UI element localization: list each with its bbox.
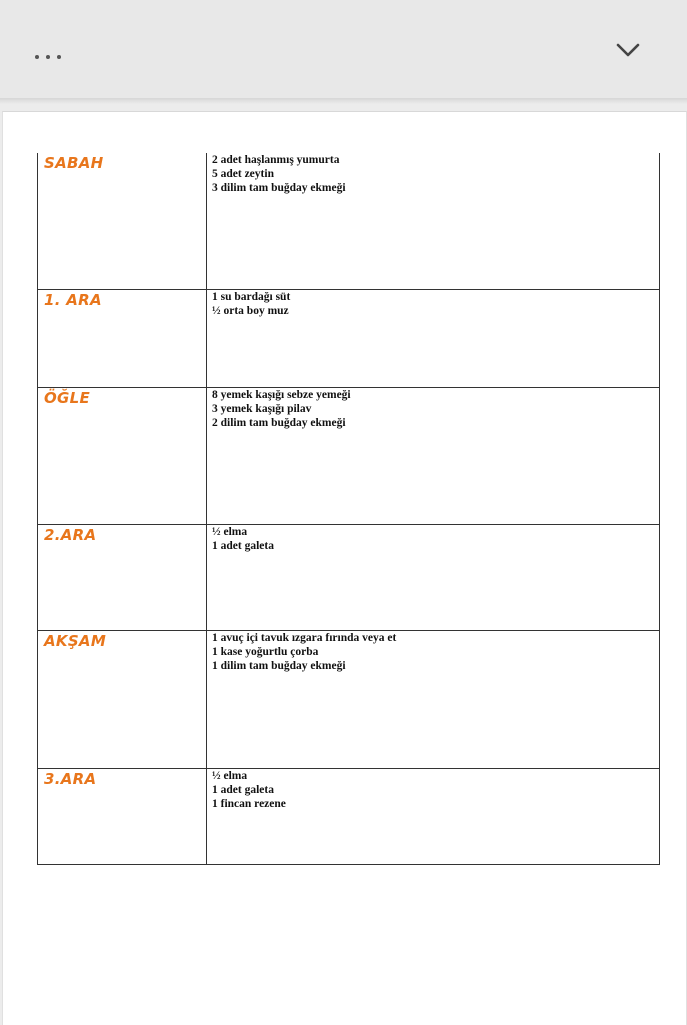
meal-label: 1. ARA — [44, 290, 102, 309]
table-row — [38, 630, 660, 768]
table-row — [38, 387, 660, 524]
items-cell — [207, 289, 660, 387]
food-item: 5 adet zeytin — [212, 168, 274, 180]
table-row — [38, 289, 660, 387]
food-item: 3 yemek kaşığı pilav — [212, 402, 312, 415]
food-item: 3 dilim tam buğday ekmeği — [212, 182, 346, 194]
food-item: ½ orta boy muz — [212, 304, 289, 317]
items-cell — [207, 630, 660, 768]
document-page[interactable] — [2, 111, 687, 1025]
toolbar-shadow — [0, 98, 687, 104]
meal-label: 3.ARA — [44, 769, 97, 788]
menu-dot — [46, 55, 50, 59]
food-item: 1 adet galeta — [212, 539, 274, 552]
meal-label: SABAH — [44, 154, 104, 172]
food-item: 1 dilim tam buğday ekmeği — [212, 659, 346, 672]
food-item: ½ elma — [212, 525, 248, 538]
meal-plan-table — [37, 153, 660, 865]
meal-label: ÖĞLE — [44, 388, 91, 407]
food-item: 2 dilim tam buğday ekmeği — [212, 416, 346, 429]
meal-cell — [38, 524, 207, 630]
table-row — [38, 153, 660, 289]
chevron-down-icon[interactable] — [612, 34, 644, 66]
document-toolbar — [0, 0, 687, 100]
food-item: ½ elma — [212, 769, 248, 782]
food-item: 1 su bardağı süt — [212, 290, 291, 303]
items-cell — [207, 768, 660, 864]
food-item: 1 fincan rezene — [212, 797, 286, 810]
meal-label: AKŞAM — [44, 631, 107, 650]
food-item: 1 kase yoğurtlu çorba — [212, 645, 319, 658]
food-item: 2 adet haşlanmış yumurta — [212, 154, 340, 166]
meal-cell — [38, 630, 207, 768]
more-options-icon[interactable] — [35, 46, 61, 68]
food-item: 1 avuç içi tavuk ızgara fırında veya et — [212, 631, 397, 644]
meal-cell — [38, 768, 207, 864]
table-row — [38, 524, 660, 630]
items-cell — [207, 524, 660, 630]
items-cell — [207, 387, 660, 524]
meal-label: 2.ARA — [44, 525, 97, 544]
items-cell — [207, 153, 660, 289]
meal-cell — [38, 289, 207, 387]
table-row — [38, 768, 660, 864]
food-item: 1 adet galeta — [212, 783, 274, 796]
meal-cell — [38, 153, 207, 289]
food-item: 8 yemek kaşığı sebze yemeği — [212, 388, 351, 401]
menu-dot — [57, 55, 61, 59]
meal-cell — [38, 387, 207, 524]
menu-dot — [35, 55, 39, 59]
